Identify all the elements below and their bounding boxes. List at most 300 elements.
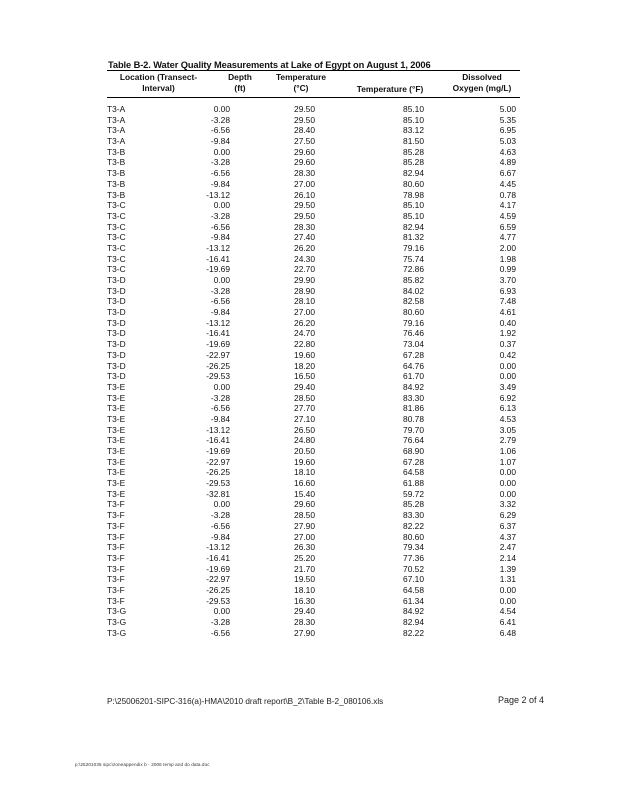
row-temp-f: 82.22	[403, 520, 424, 531]
row-location: T3-D	[107, 275, 126, 285]
row-temp-f: 67.10	[403, 574, 424, 585]
table-row	[107, 435, 520, 446]
table-row	[107, 446, 520, 457]
row-depth: -13.12	[206, 424, 230, 435]
row-temp-c: 27.90	[294, 627, 315, 638]
row-depth: -29.53	[206, 595, 230, 606]
table-row	[107, 115, 520, 126]
row-temp-c: 18.10	[294, 467, 315, 478]
row-temp-f: 67.28	[403, 349, 424, 360]
row-location: T3-C	[107, 232, 126, 243]
row-depth: -9.84	[210, 413, 230, 424]
row-temp-c: 25.20	[294, 552, 315, 563]
row-temp-f: 61.34	[403, 595, 424, 606]
table-row	[107, 585, 520, 596]
row-oxygen: 6.29	[499, 510, 516, 521]
table-row	[107, 617, 520, 628]
row-location: T3-B	[107, 178, 126, 189]
header-location-line2: Interval)	[142, 83, 175, 93]
row-location: T3-E	[107, 392, 126, 403]
table-row	[107, 478, 520, 489]
row-oxygen: 6.92	[499, 392, 516, 403]
row-oxygen: 1.06	[499, 446, 516, 456]
row-temp-f: 80.60	[403, 307, 424, 318]
row-temp-c: 26.30	[294, 542, 315, 553]
row-temp-c: 28.30	[294, 168, 315, 179]
row-temp-f: 83.30	[403, 392, 424, 403]
row-oxygen: 5.03	[499, 136, 516, 147]
row-oxygen: 0.42	[499, 349, 516, 360]
row-temp-f: 85.10	[403, 104, 424, 114]
row-depth: -6.56	[210, 221, 230, 232]
table-row	[107, 361, 520, 372]
row-temp-c: 22.80	[294, 339, 315, 350]
row-temp-c: 19.60	[294, 349, 315, 360]
row-oxygen: 6.37	[499, 520, 516, 531]
table-row	[107, 243, 520, 254]
row-oxygen: 4.61	[499, 307, 516, 318]
header-temp-f-line1: Temperature (°F)	[356, 84, 424, 94]
table-row	[107, 393, 520, 404]
row-location: T3-B	[107, 189, 126, 200]
row-temp-f: 64.76	[403, 360, 424, 371]
row-temp-f: 84.92	[403, 606, 424, 617]
row-temp-c: 28.30	[294, 221, 315, 232]
header-depth	[213, 72, 267, 94]
table-row	[107, 254, 520, 265]
row-temp-f: 79.34	[403, 542, 424, 553]
row-location: T3-D	[107, 349, 126, 360]
row-temp-c: 29.60	[294, 146, 315, 157]
row-temp-c: 29.50	[294, 104, 315, 114]
row-oxygen: 3.05	[499, 424, 516, 435]
page-number: Page 2 of 4	[497, 695, 544, 705]
row-depth: -32.81	[206, 488, 230, 499]
header-oxygen-line1: Dissolved	[462, 72, 502, 82]
row-location: T3-A	[107, 104, 126, 114]
row-depth: 0.00	[213, 146, 230, 157]
row-location: T3-A	[107, 136, 126, 147]
row-location: T3-E	[107, 381, 126, 392]
table-row	[107, 564, 520, 575]
row-depth: 0.00	[213, 381, 230, 392]
table-row	[107, 457, 520, 468]
row-oxygen: 0.00	[499, 478, 516, 489]
row-depth: -13.12	[206, 542, 230, 553]
row-temp-f: 82.22	[403, 627, 424, 638]
row-location: T3-D	[107, 371, 126, 382]
row-location: T3-C	[107, 200, 126, 211]
row-oxygen: 0.78	[499, 189, 516, 200]
row-temp-f: 80.60	[403, 531, 424, 542]
row-location: T3-E	[107, 467, 126, 478]
table-row	[107, 190, 520, 201]
table-row	[107, 467, 520, 478]
row-oxygen: 1.07	[499, 456, 516, 467]
row-temp-f: 70.52	[403, 563, 424, 574]
row-oxygen: 4.53	[499, 413, 516, 424]
row-temp-f: 67.28	[403, 456, 424, 467]
row-temp-f: 85.10	[403, 200, 424, 211]
row-temp-c: 29.50	[294, 114, 315, 125]
table-row	[107, 542, 520, 553]
row-depth: 0.00	[213, 104, 230, 114]
row-location: T3-E	[107, 435, 126, 446]
row-temp-c: 26.20	[294, 317, 315, 328]
row-depth: -16.41	[206, 552, 230, 563]
row-temp-c: 27.40	[294, 232, 315, 243]
table-row	[107, 328, 520, 339]
row-oxygen: 6.41	[499, 617, 516, 627]
row-location: T3-E	[107, 478, 126, 489]
row-location: T3-F	[107, 563, 125, 574]
row-location: T3-F	[107, 499, 125, 510]
row-depth: -22.97	[206, 456, 230, 467]
row-temp-c: 28.50	[294, 392, 315, 403]
row-location: T3-D	[107, 328, 126, 339]
row-location: T3-E	[107, 456, 126, 467]
row-depth: -19.69	[206, 446, 230, 456]
row-location: T3-B	[107, 168, 126, 179]
row-oxygen: 2.00	[499, 242, 516, 253]
table-row	[107, 596, 520, 607]
row-location: T3-F	[107, 531, 125, 542]
row-temp-f: 61.70	[403, 371, 424, 382]
row-temp-f: 81.50	[403, 136, 424, 147]
row-depth: -9.84	[210, 232, 230, 243]
row-oxygen: 3.70	[499, 275, 516, 285]
row-temp-c: 29.60	[294, 499, 315, 510]
header-oxygen	[444, 72, 520, 94]
row-depth: -13.12	[206, 189, 230, 200]
row-location: T3-D	[107, 339, 126, 350]
table-row	[107, 222, 520, 233]
header-temp-f	[345, 84, 435, 95]
row-location: T3-E	[107, 488, 126, 499]
table-row	[107, 168, 520, 179]
row-oxygen: 0.00	[499, 360, 516, 371]
row-temp-c: 22.70	[294, 264, 315, 275]
row-temp-f: 84.92	[403, 381, 424, 392]
row-temp-f: 68.90	[403, 446, 424, 456]
table-row	[107, 553, 520, 564]
table-row	[107, 232, 520, 243]
row-oxygen: 0.00	[499, 467, 516, 478]
row-depth: -3.28	[210, 285, 230, 296]
row-location: T3-E	[107, 413, 126, 424]
row-oxygen: 3.32	[499, 499, 516, 510]
row-temp-c: 27.50	[294, 136, 315, 147]
row-oxygen: 4.37	[499, 531, 516, 542]
row-temp-c: 26.10	[294, 189, 315, 200]
table-title: Table B-2. Water Quality Measurements at Lake of Egypt on August 1, 2006	[108, 60, 431, 70]
row-depth: -16.41	[206, 253, 230, 264]
table-header	[107, 70, 520, 98]
table-row	[107, 125, 520, 136]
row-temp-f: 59.72	[403, 488, 424, 499]
row-temp-c: 29.40	[294, 606, 315, 617]
row-oxygen: 2.47	[499, 542, 516, 553]
row-temp-f: 82.94	[403, 617, 424, 627]
row-temp-f: 61.88	[403, 478, 424, 489]
row-temp-f: 85.28	[403, 157, 424, 168]
row-temp-f: 85.28	[403, 499, 424, 510]
header-temp-c-line2: (°C)	[293, 83, 309, 93]
row-depth: -9.84	[210, 307, 230, 318]
table-row	[107, 606, 520, 617]
row-temp-c: 27.00	[294, 307, 315, 318]
row-location: T3-B	[107, 157, 126, 168]
row-depth: 0.00	[213, 275, 230, 285]
row-location: T3-G	[107, 606, 127, 617]
table-row	[107, 339, 520, 350]
row-location: T3-F	[107, 595, 125, 606]
row-location: T3-A	[107, 125, 126, 136]
table-row	[107, 489, 520, 500]
table-row	[107, 286, 520, 297]
table-row	[107, 157, 520, 168]
table-row	[107, 425, 520, 436]
header-oxygen-line2: Oxygen (mg/L)	[452, 83, 512, 93]
row-oxygen: 1.92	[499, 328, 516, 339]
row-depth: -6.56	[210, 296, 230, 307]
row-location: T3-C	[107, 242, 126, 253]
row-depth: -3.28	[210, 210, 230, 221]
row-temp-f: 73.04	[403, 339, 424, 350]
row-location: T3-E	[107, 446, 126, 456]
row-temp-f: 75.74	[403, 253, 424, 264]
row-location: T3-F	[107, 584, 125, 595]
row-temp-c: 18.20	[294, 360, 315, 371]
row-depth: -9.84	[210, 531, 230, 542]
row-depth: -6.56	[210, 168, 230, 179]
row-temp-f: 77.36	[403, 552, 424, 563]
row-location: T3-B	[107, 146, 126, 157]
header-location	[107, 72, 210, 94]
row-depth: -3.28	[210, 510, 230, 521]
table-row	[107, 211, 520, 222]
row-oxygen: 0.00	[499, 584, 516, 595]
row-depth: -6.56	[210, 627, 230, 638]
row-temp-f: 80.60	[403, 178, 424, 189]
row-location: T3-C	[107, 210, 126, 221]
row-location: T3-D	[107, 317, 126, 328]
row-oxygen: 4.17	[499, 200, 516, 211]
row-temp-c: 29.40	[294, 381, 315, 392]
row-depth: -3.28	[210, 157, 230, 168]
row-oxygen: 4.77	[499, 232, 516, 243]
row-oxygen: 0.37	[499, 339, 516, 350]
row-location: T3-E	[107, 424, 126, 435]
row-temp-c: 28.50	[294, 510, 315, 521]
table-row	[107, 532, 520, 543]
row-temp-c: 29.50	[294, 200, 315, 211]
print-info: p:\25201035 sipc\zoneappendix b - 2006 temp and do data.doc	[75, 762, 210, 767]
row-temp-c: 24.30	[294, 253, 315, 264]
row-location: T3-C	[107, 253, 126, 264]
row-temp-c: 16.60	[294, 478, 315, 489]
row-temp-f: 82.94	[403, 221, 424, 232]
row-location: T3-C	[107, 264, 126, 275]
row-location: T3-E	[107, 403, 126, 414]
row-depth: -3.28	[210, 617, 230, 627]
row-depth: -26.25	[206, 467, 230, 478]
row-oxygen: 6.93	[499, 285, 516, 296]
row-location: T3-D	[107, 307, 126, 318]
table-row	[107, 350, 520, 361]
row-location: T3-G	[107, 627, 127, 638]
row-temp-c: 18.10	[294, 584, 315, 595]
row-temp-f: 76.46	[403, 328, 424, 339]
table-row	[107, 275, 520, 286]
row-temp-c: 27.10	[294, 413, 315, 424]
row-depth: -19.69	[206, 563, 230, 574]
row-oxygen: 6.67	[499, 168, 516, 179]
row-temp-c: 27.90	[294, 520, 315, 531]
table-row	[107, 414, 520, 425]
table-row	[107, 521, 520, 532]
table-row	[107, 403, 520, 414]
row-location: T3-G	[107, 617, 127, 627]
row-depth: -19.69	[206, 339, 230, 350]
row-temp-c: 27.00	[294, 178, 315, 189]
row-temp-c: 29.50	[294, 210, 315, 221]
row-depth: -6.56	[210, 520, 230, 531]
row-location: T3-A	[107, 114, 126, 125]
header-temp-c-line1: Temperature	[275, 72, 327, 82]
row-temp-c: 28.90	[294, 285, 315, 296]
row-oxygen: 4.89	[499, 157, 516, 168]
row-oxygen: 1.39	[499, 563, 516, 574]
header-location-line1: Location (Transect-	[119, 72, 198, 82]
table-row	[107, 371, 520, 382]
row-location: T3-D	[107, 285, 126, 296]
row-oxygen: 6.48	[499, 627, 516, 638]
row-temp-f: 85.82	[403, 275, 424, 285]
row-oxygen: 4.63	[499, 146, 516, 157]
row-depth: -9.84	[210, 178, 230, 189]
row-temp-f: 81.86	[403, 403, 424, 414]
row-depth: -29.53	[206, 478, 230, 489]
table-row	[107, 179, 520, 190]
row-temp-f: 85.10	[403, 114, 424, 125]
row-temp-c: 27.70	[294, 403, 315, 414]
row-temp-f: 72.86	[403, 264, 424, 275]
table-row	[107, 104, 520, 115]
row-oxygen: 4.59	[499, 210, 516, 221]
row-location: T3-C	[107, 221, 126, 232]
row-depth: -3.28	[210, 392, 230, 403]
row-location: T3-F	[107, 552, 125, 563]
row-temp-f: 85.28	[403, 146, 424, 157]
row-oxygen: 6.13	[499, 403, 516, 414]
row-oxygen: 6.59	[499, 221, 516, 232]
row-depth: 0.00	[213, 499, 230, 510]
table-row	[107, 574, 520, 585]
table-row	[107, 628, 520, 639]
row-depth: 0.00	[213, 606, 230, 617]
row-depth: -29.53	[206, 371, 230, 382]
row-temp-c: 26.50	[294, 424, 315, 435]
row-depth: -22.97	[206, 349, 230, 360]
table-row	[107, 296, 520, 307]
row-oxygen: 1.98	[499, 253, 516, 264]
row-depth: -13.12	[206, 242, 230, 253]
row-oxygen: 0.00	[499, 371, 516, 382]
row-temp-f: 81.32	[403, 232, 424, 243]
table-row	[107, 318, 520, 329]
row-temp-f: 78.98	[403, 189, 424, 200]
row-oxygen: 0.00	[499, 488, 516, 499]
row-temp-c: 28.10	[294, 296, 315, 307]
row-oxygen: 0.99	[499, 264, 516, 275]
row-location: T3-F	[107, 510, 125, 521]
row-oxygen: 0.00	[499, 595, 516, 606]
header-depth-line2: (ft)	[234, 83, 246, 93]
row-oxygen: 2.79	[499, 435, 516, 446]
row-oxygen: 5.35	[499, 114, 516, 125]
row-temp-c: 24.70	[294, 328, 315, 339]
row-depth: -26.25	[206, 584, 230, 595]
row-depth: 0.00	[213, 200, 230, 211]
row-temp-c: 24.80	[294, 435, 315, 446]
row-temp-f: 64.58	[403, 467, 424, 478]
row-oxygen: 4.45	[499, 178, 516, 189]
row-temp-f: 84.02	[403, 285, 424, 296]
row-temp-f: 64.58	[403, 584, 424, 595]
row-temp-f: 82.58	[403, 296, 424, 307]
row-location: T3-F	[107, 542, 125, 553]
row-temp-c: 19.50	[294, 574, 315, 585]
row-location: T3-D	[107, 296, 126, 307]
table-row	[107, 264, 520, 275]
row-temp-c: 20.50	[294, 446, 315, 456]
row-temp-c: 28.30	[294, 617, 315, 627]
row-temp-c: 26.20	[294, 242, 315, 253]
table-row	[107, 200, 520, 211]
row-oxygen: 1.31	[499, 574, 516, 585]
footer-file-path: P:\25006201-SIPC-316(a)-HMA\2010 draft report\B_2\Table B-2_080106.xls	[107, 697, 384, 706]
table-row	[107, 307, 520, 318]
row-temp-c: 28.40	[294, 125, 315, 136]
row-temp-f: 76.64	[403, 435, 424, 446]
table-row	[107, 147, 520, 158]
row-depth: -6.56	[210, 125, 230, 136]
row-temp-f: 83.12	[403, 125, 424, 136]
row-depth: -26.25	[206, 360, 230, 371]
row-depth: -16.41	[206, 328, 230, 339]
table-row	[107, 382, 520, 393]
row-temp-c: 15.40	[294, 488, 315, 499]
row-oxygen: 0.40	[499, 317, 516, 328]
row-temp-f: 82.94	[403, 168, 424, 179]
row-oxygen: 3.49	[499, 381, 516, 392]
row-oxygen: 7.48	[499, 296, 516, 307]
row-temp-c: 27.00	[294, 531, 315, 542]
row-depth: -3.28	[210, 114, 230, 125]
row-temp-f: 79.70	[403, 424, 424, 435]
table-body	[107, 104, 520, 638]
row-depth: -16.41	[206, 435, 230, 446]
row-depth: -6.56	[210, 403, 230, 414]
row-temp-c: 16.30	[294, 595, 315, 606]
row-depth: -13.12	[206, 317, 230, 328]
row-location: T3-F	[107, 574, 125, 585]
row-temp-f: 79.16	[403, 242, 424, 253]
row-oxygen: 2.14	[499, 552, 516, 563]
table-row	[107, 136, 520, 147]
row-temp-c: 16.50	[294, 371, 315, 382]
